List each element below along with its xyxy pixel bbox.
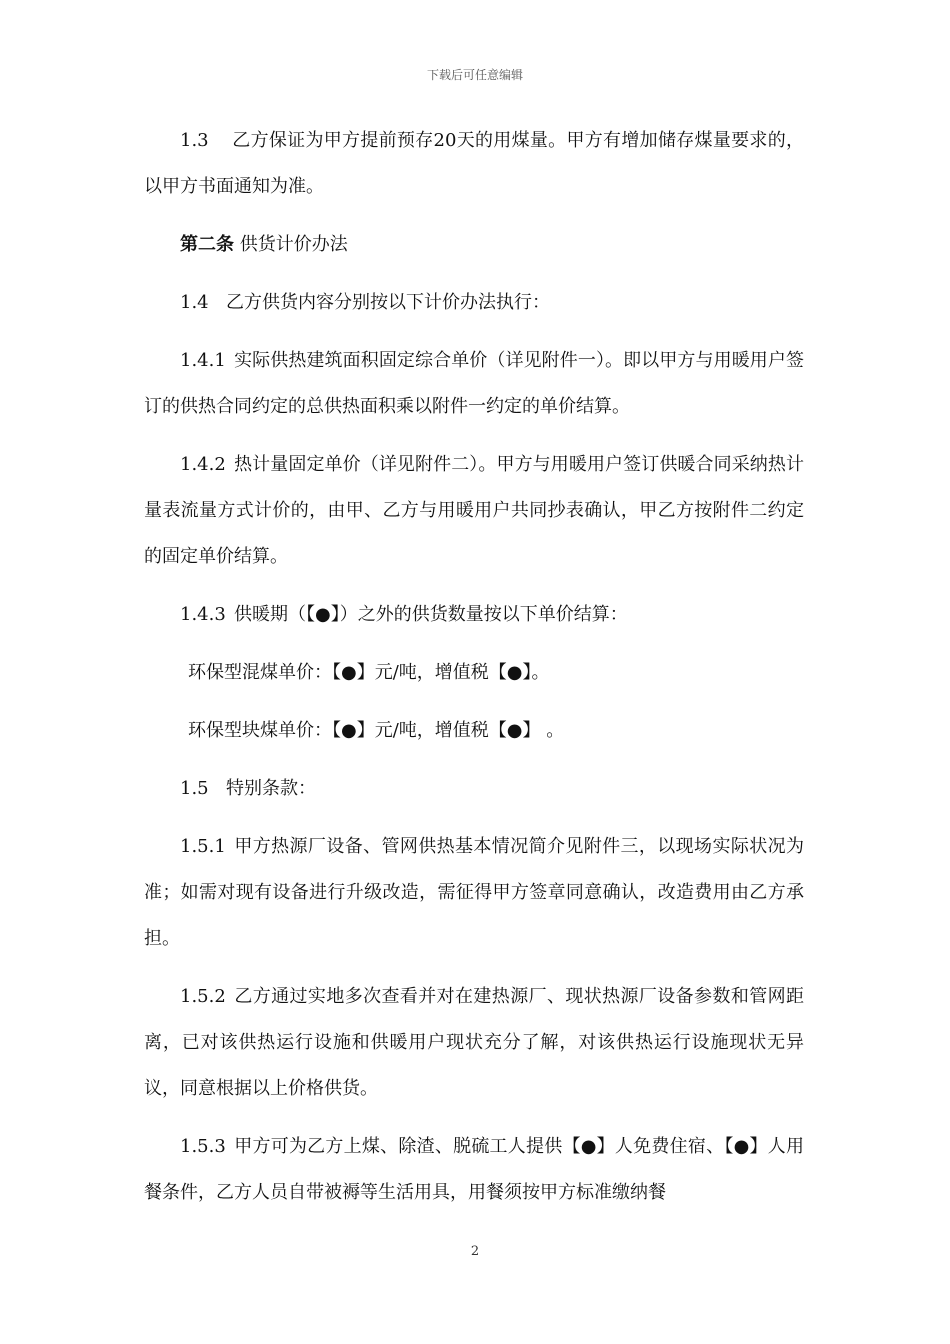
clause-number: 1.5.1 (180, 836, 226, 857)
clause-1-5-1 (144, 824, 804, 962)
article-number: 第二条 (180, 234, 234, 255)
clause-text: 供暖期（【●】）之外的供货数量按以下单价结算： (234, 604, 628, 625)
clause-text: 甲方可为乙方上煤、除渣、脱硫工人提供【●】人免费住宿、【●】人用餐条件，乙方人员自带被褥等生活用具，用餐须按甲方标准缴纳餐 (144, 1136, 804, 1203)
article-title: 供货计价办法 (239, 234, 348, 255)
clause-text: 特别条款： (226, 778, 316, 799)
price-mixed-coal: 环保型混煤单价：【●】元/吨，增值税【●】。 (188, 662, 550, 683)
clause-number: 1.5.3 (180, 1136, 226, 1157)
clause-number: 1.5.2 (180, 986, 226, 1007)
page-number: 2 (470, 1244, 480, 1259)
clause-number: 1.3 (180, 130, 209, 151)
clause-1-5-2 (144, 974, 804, 1112)
clause-text: 乙方保证为甲方提前预存20天的用煤量。甲方有增加储存煤量要求的，以甲方书面通知为准。 (144, 130, 804, 197)
clause-1-4-1 (144, 338, 804, 430)
clause-number: 1.4 (180, 292, 209, 313)
article-2-heading (144, 222, 804, 268)
clause-1-4-3 (144, 592, 804, 638)
clause-1-5-3 (144, 1124, 804, 1216)
clause-1-5 (144, 766, 804, 812)
clause-1-4 (144, 280, 804, 326)
clause-text: 实际供热建筑面积固定综合单价（详见附件一）。即以甲方与用暖用户签订的供热合同约定的总供热面积乘以附件一约定的单价结算。 (144, 350, 804, 417)
clause-1-3 (144, 118, 804, 210)
clause-text: 甲方热源厂设备、管网供热基本情况简介见附件三，以现场实际状况为准；如需对现有设备进行升级改造，需征得甲方签章同意确认，改造费用由乙方承担。 (144, 836, 804, 949)
page-header: 下载后可任意编辑 (426, 68, 523, 82)
clause-number: 1.4.3 (180, 604, 226, 625)
clause-text: 热计量固定单价（详见附件二）。甲方与用暖用户签订供暖合同采纳热计量表流量方式计价的，由甲、乙方与用暖用户共同抄表确认，甲乙方按附件二约定的固定单价结算。 (144, 454, 804, 567)
clause-text: 乙方通过实地多次查看并对在建热源厂、现状热源厂设备参数和管网距离，已对该供热运行设施和供暖用户现状充分了解，对该供热运行设施现状无异议，同意根据以上价格供货。 (144, 986, 804, 1099)
clause-number: 1.4.1 (180, 350, 226, 371)
document-body (144, 118, 804, 1228)
clause-number: 1.4.2 (180, 454, 226, 475)
clause-1-4-2 (144, 442, 804, 580)
clause-number: 1.5 (180, 778, 209, 799)
price-lump-coal: 环保型块煤单价：【●】元/吨，增值税【●】 。 (188, 720, 565, 741)
clause-text: 乙方供货内容分别按以下计价办法执行： (226, 292, 550, 313)
